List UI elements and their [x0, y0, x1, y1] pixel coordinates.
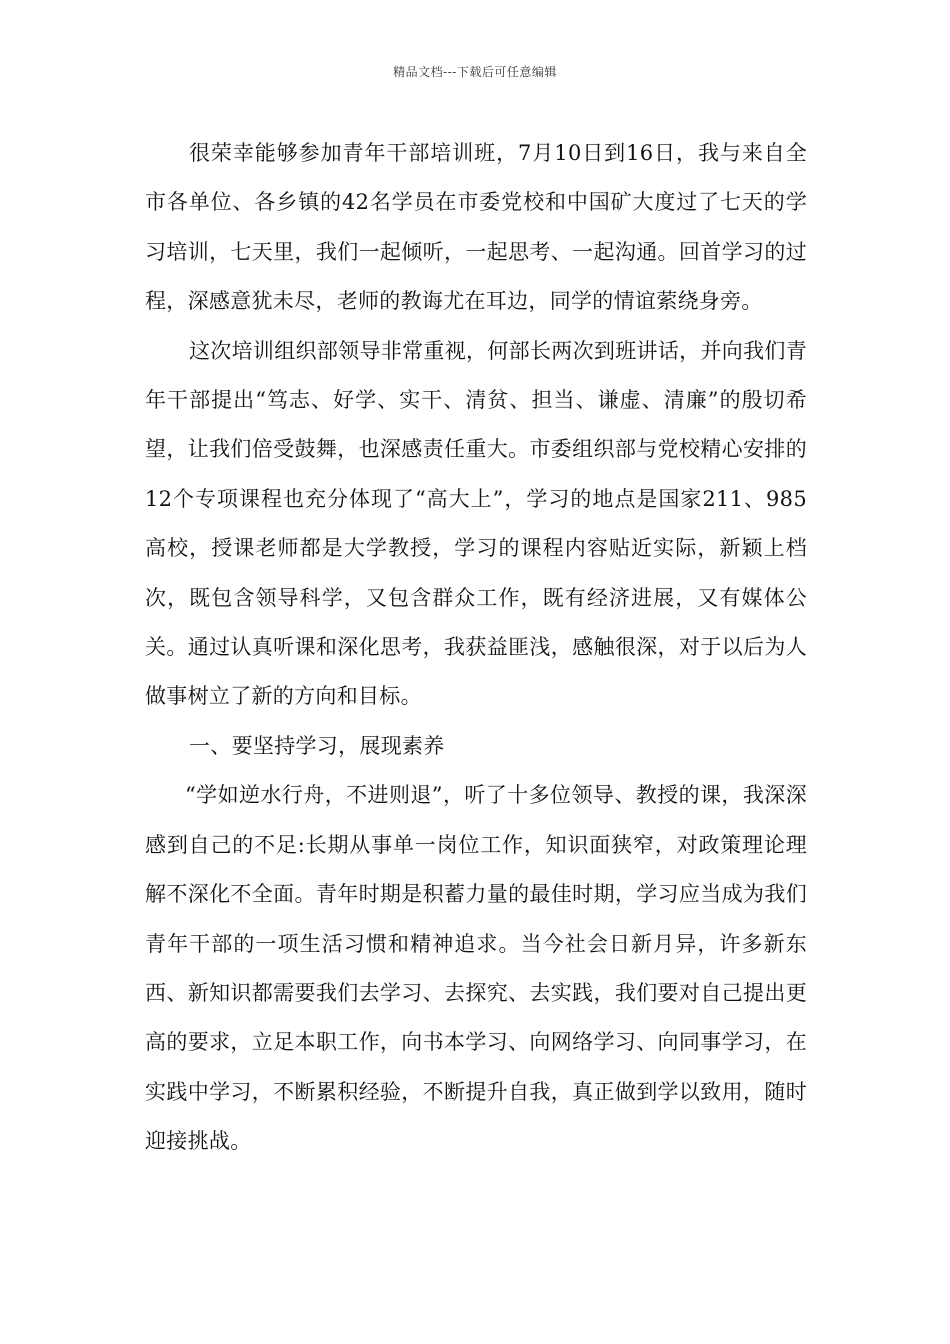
paragraph-intro: 很荣幸能够参加青年干部培训班，7月10日到16日，我与来自全市各单位、各乡镇的42名学员在市委党校和中国矿大度过了七天的学习培训，七天里，我们一起倾听，一起思考、一起沟通。回首学习的过程，深感意犹未尽，老师的教诲尤在耳边，同学的情谊萦绕身旁。 — [145, 141, 807, 314]
paragraph-training: 这次培训组织部领导非常重视，何部长两次到班讲话，并向我们青年干部提出“笃志、好学、实干、清贫、担当、谦虚、清廉”的殷切希望，让我们倍受鼓舞，也深感责任重大。市委组织部与党校精心安排的12个专项课程也充分体现了“高大上”，学习的地点是国家211、985高校，授课老师都是大学教授，学习的课程内容贴近实际，新颖上档次，既包含领导科学，又包含群众工作，既有经济进展，又有媒体公关。通过认真听课和深化思考，我获益匪浅，感触很深，对于以后为人做事树立了新的方向和目标。 — [145, 338, 807, 709]
paragraph-study: “学如逆水行舟，不进则退”，听了十多位领导、教授的课，我深深感到自己的不足:长期从事单一岗位工作，知识面狭窄，对政策理论理解不深化不全面。青年时期是积蓄力量的最佳时期，学习应当成为我们青年干部的一项生活习惯和精神追求。当今社会日新月异，许多新东西、新知识都需要我们去学习、去探究、去实践，我们要对自己提出更高的要求，立足本职工作，向书本学习、向网络学习、向同事学习，在实践中学习，不断累积经验，不断提升自我，真正做到学以致用，随时迎接挑战。 — [145, 783, 807, 1154]
page-header: 精品文档---下载后可任意编辑 — [393, 65, 557, 79]
document-body — [145, 129, 807, 1167]
section-heading: 一、要坚持学习，展现素养 — [189, 733, 445, 758]
